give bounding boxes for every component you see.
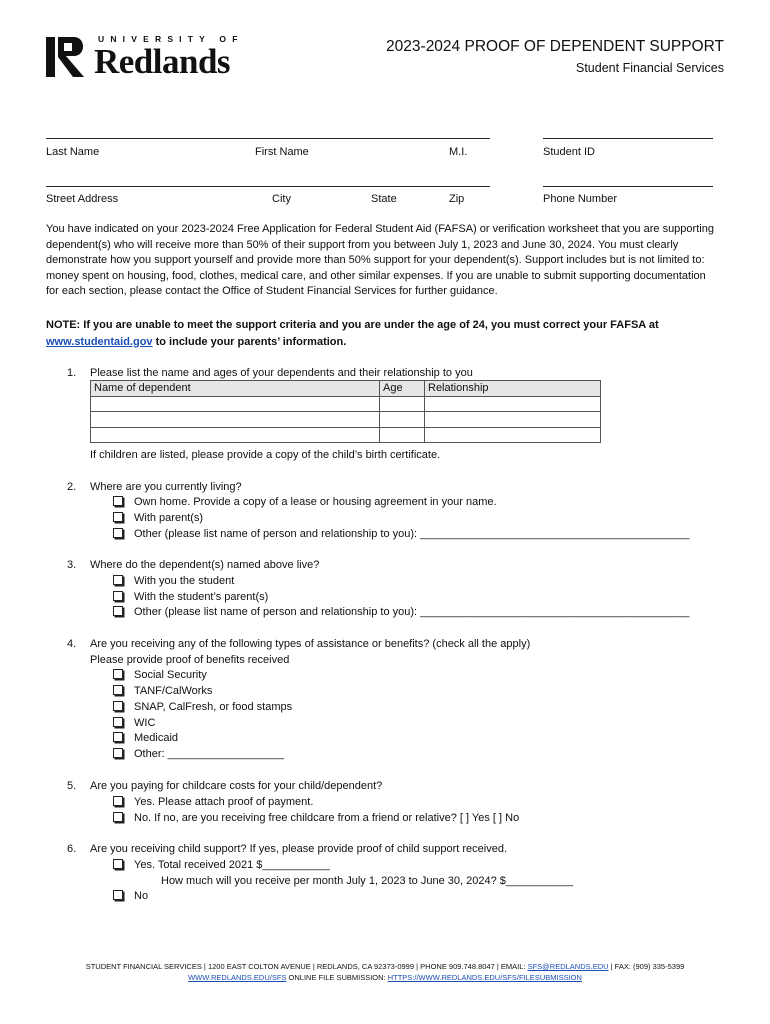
checkbox-icon[interactable] <box>113 685 123 695</box>
fafsa-note <box>46 317 721 350</box>
q2-option[interactable]: Other (please list name of person and relationship to you): ____________________________________________ <box>113 528 689 540</box>
q4-text-2: Please provide proof of benefits received <box>90 654 290 666</box>
table-header-row <box>91 381 601 397</box>
checkbox-icon[interactable] <box>113 717 123 727</box>
q5-option[interactable]: No. If no, are you receiving free childcare from a friend or relative? [ ] Yes [ ] No <box>113 812 519 824</box>
q4-option[interactable]: Medicaid <box>113 732 178 744</box>
dependent-name-cell[interactable] <box>91 396 380 412</box>
q2-option[interactable]: Own home. Provide a copy of a lease or housing agreement in your name. <box>113 496 497 508</box>
table-row[interactable] <box>91 412 601 428</box>
q2-option[interactable]: With parent(s) <box>113 512 203 524</box>
city-label: City <box>272 193 291 205</box>
note-text: NOTE: If you are unable to meet the support criteria and you are under the age of 24, you must correct your FAFSA at <box>46 319 659 331</box>
q4-option[interactable]: Other: ___________________ <box>113 748 284 760</box>
checkbox-icon[interactable] <box>113 890 123 900</box>
state-label: State <box>371 193 397 205</box>
checkbox-icon[interactable] <box>113 575 123 585</box>
last-name-label: Last Name <box>46 146 100 158</box>
footer-web <box>0 973 770 982</box>
checkbox-icon[interactable] <box>113 701 123 711</box>
footer-email-link[interactable]: SFS@REDLANDS.EDU <box>527 962 609 971</box>
dependent-name-cell[interactable] <box>91 412 380 428</box>
footer-contact <box>0 962 770 971</box>
dependent-relationship-cell[interactable] <box>425 396 601 412</box>
q5-text: Are you paying for childcare costs for your child/dependent? <box>90 780 383 792</box>
name-line[interactable] <box>46 138 490 139</box>
checkbox-icon[interactable] <box>113 606 123 616</box>
street-address-label: Street Address <box>46 193 119 205</box>
redlands-r-mark-icon <box>44 34 94 80</box>
q5-number: 5. <box>67 780 77 792</box>
q4-option[interactable]: Social Security <box>113 669 207 681</box>
dependents-table <box>90 380 601 443</box>
intro-paragraph: You have indicated on your 2023-2024 Free Application for Federal Student Aid (FAFSA) or verification worksheet that you are supporting dependent(s) who will receive more than 50% of their support from you between July 1, 2023 and June 30, 2024. You must clearly demonstrate how you support yourself and provide more than 50% support for your dependent(s). Support includes but is not limited to: money spent on housing, food, clothes, medical care, and other similar expenses. If you are unable to submit supporting documentation for each section, please contact the Office of Student Financial Services for further guidance. <box>46 223 714 297</box>
col-relationship-header: Relationship <box>425 381 601 397</box>
checkbox-icon[interactable] <box>113 748 123 758</box>
q3-text: Where do the dependent(s) named above live? <box>90 559 320 571</box>
footer-upload-link[interactable]: HTTPS://WWW.REDLANDS.EDU/SFS/FILESUBMISSION <box>387 973 582 982</box>
q3-option[interactable]: With you the student <box>113 575 234 587</box>
checkbox-icon[interactable] <box>113 512 123 522</box>
q5-option[interactable]: Yes. Please attach proof of payment. <box>113 796 313 808</box>
page-subtitle: Student Financial Services <box>576 61 724 75</box>
footer-fax-text: | FAX: (909) 335-5399 <box>608 962 685 971</box>
checkbox-icon[interactable] <box>113 669 123 679</box>
university-logo <box>44 34 244 82</box>
footer-online-text: ONLINE FILE SUBMISSION: <box>286 973 388 982</box>
logo-redlands-text: Redlands <box>94 42 231 81</box>
dependent-name-cell[interactable] <box>91 427 380 443</box>
q2-text: Where are you currently living? <box>90 481 242 493</box>
col-age-header: Age <box>380 381 425 397</box>
dependent-age-cell[interactable] <box>380 427 425 443</box>
q1-text: Please list the name and ages of your dependents and their relationship to you <box>90 367 473 379</box>
q2-number: 2. <box>67 481 77 493</box>
q3-option[interactable]: With the student’s parent(s) <box>113 591 268 603</box>
logo-university-text: UNIVERSITY OF <box>98 34 244 44</box>
q4-option[interactable]: WIC <box>113 717 155 729</box>
footer-contact-text: STUDENT FINANCIAL SERVICES | 1200 EAST COLTON AVENUE | REDLANDS, CA 92373-0999 | PHONE 909.748.8047 | EMAIL: <box>85 962 528 971</box>
phone-line[interactable] <box>543 186 713 187</box>
q4-option[interactable]: SNAP, CalFresh, or food stamps <box>113 701 292 713</box>
checkbox-icon[interactable] <box>113 591 123 601</box>
dependent-relationship-cell[interactable] <box>425 412 601 428</box>
dependent-age-cell[interactable] <box>380 396 425 412</box>
q1-number: 1. <box>67 367 77 379</box>
phone-number-label: Phone Number <box>543 193 617 205</box>
zip-label: Zip <box>449 193 465 205</box>
q6-number: 6. <box>67 843 77 855</box>
checkbox-icon[interactable] <box>113 812 123 822</box>
q6-subquestion: How much will you receive per month July 1, 2023 to June 30, 2024? $___________ <box>161 875 574 887</box>
q4-option[interactable]: TANF/CalWorks <box>113 685 212 697</box>
table-row[interactable] <box>91 427 601 443</box>
studentaid-link[interactable]: www.studentaid.gov <box>46 335 153 348</box>
checkbox-icon[interactable] <box>113 528 123 538</box>
footer-web-link[interactable]: WWW.REDLANDS.EDU/SFS <box>188 973 287 982</box>
note-after-text: to include your parents’ information. <box>152 335 347 348</box>
q3-option[interactable]: Other (please list name of person and relationship to you): ____________________________________________ <box>113 606 689 618</box>
dependent-age-cell[interactable] <box>380 412 425 428</box>
q3-number: 3. <box>67 559 77 571</box>
dependent-relationship-cell[interactable] <box>425 427 601 443</box>
student-id-label: Student ID <box>543 146 595 158</box>
page-title: 2023-2024 PROOF OF DEPENDENT SUPPORT <box>386 38 724 55</box>
checkbox-icon[interactable] <box>113 496 123 506</box>
q4-text: Are you receiving any of the following types of assistance or benefits? (check all the apply) <box>90 638 531 650</box>
student-id-line[interactable] <box>543 138 713 139</box>
q6-option[interactable]: No <box>113 890 148 902</box>
checkbox-icon[interactable] <box>113 796 123 806</box>
table-row[interactable] <box>91 396 601 412</box>
mi-label: M.I. <box>449 146 468 158</box>
col-name-header: Name of dependent <box>91 381 380 397</box>
checkbox-icon[interactable] <box>113 859 123 869</box>
q4-number: 4. <box>67 638 77 650</box>
q6-option[interactable]: Yes. Total received 2021 $___________ <box>113 859 330 871</box>
checkbox-icon[interactable] <box>113 732 123 742</box>
q6-text: Are you receiving child support? If yes, please provide proof of child support received. <box>90 843 508 855</box>
q1-footnote: If children are listed, please provide a copy of the child’s birth certificate. <box>90 449 441 461</box>
address-line[interactable] <box>46 186 490 187</box>
first-name-label: First Name <box>255 146 309 158</box>
